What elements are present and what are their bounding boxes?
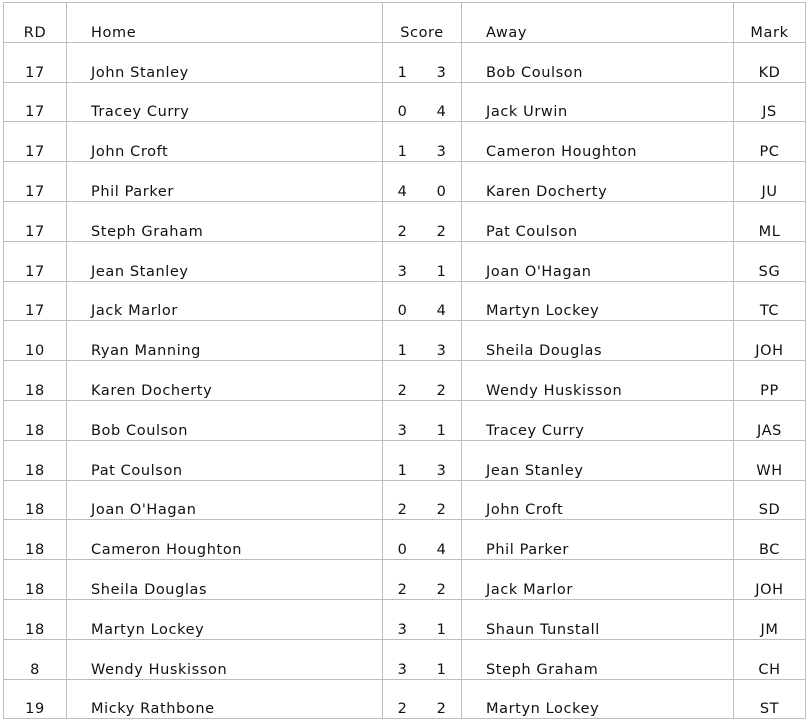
cell-away-score: 2 [422,480,462,520]
results-sheet [3,2,806,719]
cell-away-score: 2 [422,679,462,719]
table-row [4,281,806,321]
cell-home: Jack Marlor [67,281,383,321]
cell-home-score: 3 [383,599,423,639]
cell-rd: 18 [4,480,67,520]
cell-home: Micky Rathbone [67,679,383,719]
cell-mark: ML [734,201,806,241]
cell-rd: 17 [4,241,67,281]
cell-rd: 18 [4,440,67,480]
cell-away: Joan O'Hagan [462,241,734,281]
cell-home: Steph Graham [67,201,383,241]
cell-away: Tracey Curry [462,400,734,440]
table-row [4,440,806,480]
cell-mark: WH [734,440,806,480]
table-body [4,42,806,719]
cell-home-score: 1 [383,42,423,82]
cell-away: Steph Graham [462,639,734,679]
cell-home-score: 3 [383,400,423,440]
cell-away-score: 1 [422,639,462,679]
cell-home-score: 2 [383,560,423,600]
cell-home: Karen Docherty [67,361,383,401]
cell-home-score: 2 [383,361,423,401]
cell-away-score: 3 [422,440,462,480]
cell-home-score: 1 [383,122,423,162]
cell-mark: JAS [734,400,806,440]
cell-away: Sheila Douglas [462,321,734,361]
cell-home: Pat Coulson [67,440,383,480]
table-row [4,42,806,82]
cell-home-score: 0 [383,82,423,122]
table-row [4,639,806,679]
header-rd: RD [4,3,67,43]
cell-away: Shaun Tunstall [462,599,734,639]
cell-mark: JU [734,162,806,202]
cell-home: Joan O'Hagan [67,480,383,520]
cell-home: Martyn Lockey [67,599,383,639]
cell-home-score: 4 [383,162,423,202]
cell-away: Karen Docherty [462,162,734,202]
cell-home: Cameron Houghton [67,520,383,560]
cell-mark: SD [734,480,806,520]
cell-home: Jean Stanley [67,241,383,281]
cell-away-score: 3 [422,42,462,82]
header-row [4,3,806,43]
cell-rd: 17 [4,42,67,82]
cell-home-score: 2 [383,201,423,241]
cell-mark: PP [734,361,806,401]
cell-rd: 17 [4,201,67,241]
header-mark: Mark [734,3,806,43]
cell-rd: 18 [4,361,67,401]
cell-away-score: 0 [422,162,462,202]
cell-home-score: 1 [383,321,423,361]
table-row [4,520,806,560]
cell-rd: 18 [4,599,67,639]
cell-mark: TC [734,281,806,321]
cell-mark: BC [734,520,806,560]
cell-home: Wendy Huskisson [67,639,383,679]
cell-home: Bob Coulson [67,400,383,440]
cell-home-score: 3 [383,639,423,679]
cell-away-score: 1 [422,400,462,440]
cell-away-score: 2 [422,361,462,401]
cell-away-score: 1 [422,241,462,281]
cell-home-score: 0 [383,281,423,321]
table-row [4,122,806,162]
cell-away-score: 4 [422,82,462,122]
cell-away: Wendy Huskisson [462,361,734,401]
table-row [4,400,806,440]
table-row [4,679,806,719]
cell-away: John Croft [462,480,734,520]
cell-home-score: 2 [383,480,423,520]
cell-mark: SG [734,241,806,281]
cell-away: Phil Parker [462,520,734,560]
table-row [4,82,806,122]
cell-away: Jack Urwin [462,82,734,122]
table-row [4,201,806,241]
cell-away-score: 1 [422,599,462,639]
cell-rd: 17 [4,281,67,321]
cell-rd: 17 [4,82,67,122]
table-row [4,361,806,401]
cell-rd: 18 [4,520,67,560]
cell-away: Martyn Lockey [462,679,734,719]
cell-rd: 18 [4,400,67,440]
cell-rd: 8 [4,639,67,679]
cell-away-score: 4 [422,281,462,321]
cell-away: Jean Stanley [462,440,734,480]
table-row [4,480,806,520]
cell-mark: JOH [734,560,806,600]
cell-mark: CH [734,639,806,679]
cell-away-score: 3 [422,321,462,361]
cell-rd: 10 [4,321,67,361]
cell-home: John Stanley [67,42,383,82]
table-row [4,162,806,202]
cell-mark: ST [734,679,806,719]
table-row [4,241,806,281]
cell-rd: 17 [4,122,67,162]
cell-mark: JM [734,599,806,639]
table-row [4,599,806,639]
cell-mark: KD [734,42,806,82]
cell-home: Sheila Douglas [67,560,383,600]
header-away: Away [462,3,734,43]
header-score: Score [383,3,462,43]
cell-away-score: 4 [422,520,462,560]
cell-rd: 18 [4,560,67,600]
cell-mark: JS [734,82,806,122]
cell-away: Bob Coulson [462,42,734,82]
cell-home-score: 2 [383,679,423,719]
results-table [3,2,806,719]
cell-home-score: 0 [383,520,423,560]
cell-away: Pat Coulson [462,201,734,241]
table-row [4,560,806,600]
cell-rd: 19 [4,679,67,719]
cell-home-score: 1 [383,440,423,480]
header-home: Home [67,3,383,43]
cell-away: Martyn Lockey [462,281,734,321]
cell-away: Jack Marlor [462,560,734,600]
cell-away: Cameron Houghton [462,122,734,162]
cell-home: Tracey Curry [67,82,383,122]
cell-away-score: 2 [422,560,462,600]
cell-home-score: 3 [383,241,423,281]
cell-home: John Croft [67,122,383,162]
cell-away-score: 3 [422,122,462,162]
cell-mark: PC [734,122,806,162]
table-row [4,321,806,361]
cell-away-score: 2 [422,201,462,241]
cell-home: Phil Parker [67,162,383,202]
cell-rd: 17 [4,162,67,202]
cell-home: Ryan Manning [67,321,383,361]
cell-mark: JOH [734,321,806,361]
